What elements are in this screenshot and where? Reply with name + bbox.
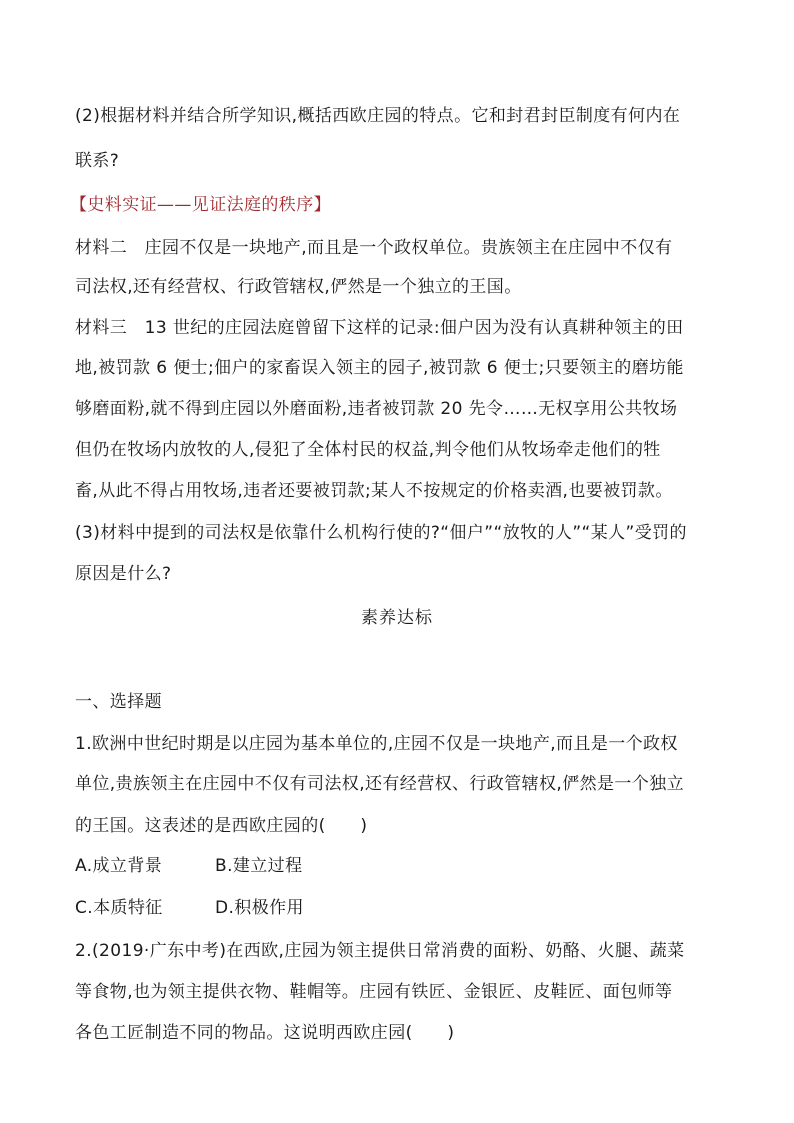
q2-part2-line1: (2)根据材料并结合所学知识,概括西欧庄园的特点。它和封君封臣制度有何内在 [75,106,681,126]
material3-line4: 但仍在牧场内放牧的人,侵犯了全体村民的权益,判令他们从牧场牵走他们的牲 [75,440,661,460]
option-b[interactable]: B.建立过程 [215,856,303,876]
material2-line2: 司法权,还有经营权、行政管辖权,俨然是一个独立的王国。 [75,277,522,297]
question1-options-row2 [75,897,304,919]
material2-line1: 材料二 庄园不仅是一块地产,而且是一个政权单位。贵族领主在庄园中不仅有 [75,238,673,258]
option-a[interactable]: A.成立背景 [75,856,163,876]
q3-line2: 原因是什么? [75,564,172,584]
section-title: 素养达标 [361,608,433,628]
option-c[interactable]: C.本质特征 [75,898,163,918]
material3-line3: 够磨面粉,就不得到庄园以外磨面粉,违者被罚款 20 先令……无权享用公共牧场 [75,399,678,419]
section-heading: 【史料实证——见证法庭的秩序】 [70,195,331,215]
question2-line2: 等食物,也为领主提供衣物、鞋帽等。庄园有铁匠、金银匠、皮鞋匠、面包师等 [75,982,673,1002]
question1-options-row1 [75,855,302,877]
q3-line1: (3)材料中提到的司法权是依靠什么机构行使的?“佃户”“放牧的人”“某人”受罚的 [75,523,687,543]
material3-line1: 材料三 13 世纪的庄园法庭曾留下这样的记录:佃户因为没有认真耕种领主的田 [75,318,684,338]
material3-line5: 畜,从此不得占用牧场,违者还要被罚款;某人不按规定的价格卖酒,也要被罚款。 [75,481,673,501]
option-d[interactable]: D.积极作用 [215,898,304,918]
question1-line3: 的王国。这表述的是西欧庄园的( ) [75,816,368,836]
q2-part2-line2: 联系? [75,151,120,171]
part-heading: 一、选择题 [75,692,162,712]
question2-line1: 2.(2019·广东中考)在西欧,庄园为领主提供日常消费的面粉、奶酪、火腿、蔬菜 [75,941,685,961]
question1-line2: 单位,贵族领主在庄园中不仅有司法权,还有经营权、行政管辖权,俨然是一个独立 [75,774,685,794]
question2-line3: 各色工匠制造不同的物品。这说明西欧庄园( ) [75,1023,455,1043]
material3-line2: 地,被罚款 6 便士;佃户的家畜误入领主的园子,被罚款 6 便士;只要领主的磨坊能 [75,358,684,378]
question1-line1: 1.欧洲中世纪时期是以庄园为基本单位的,庄园不仅是一块地产,而且是一个政权 [75,734,678,754]
